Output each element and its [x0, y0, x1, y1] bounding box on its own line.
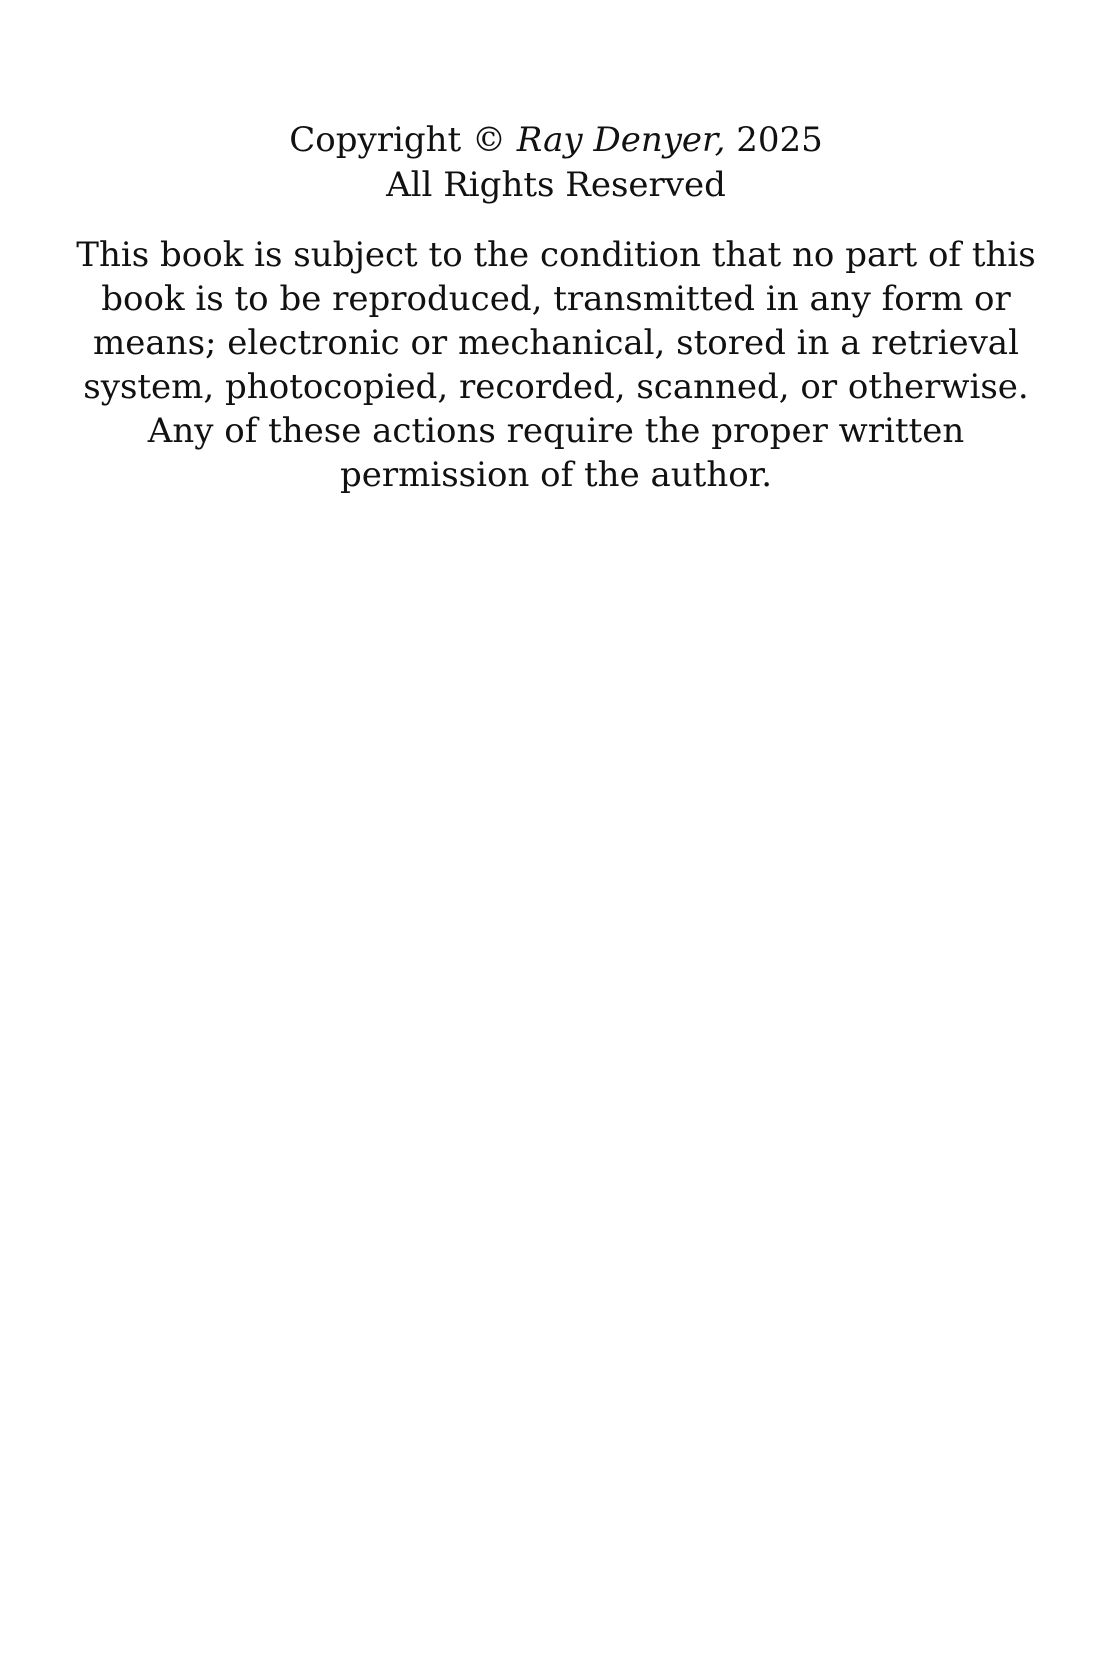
copyright-year: 2025 — [736, 120, 823, 160]
notice-line-3: means; electronic or mechanical, stored in a retrieval — [93, 323, 1019, 363]
notice-line-5: Any of these actions require the proper written — [147, 411, 965, 451]
rights-reserved: All Rights Reserved — [386, 165, 726, 205]
notice-line-1: This book is subject to the condition that no part of this — [76, 235, 1036, 275]
copyright-block — [90, 118, 1022, 208]
author-name: Ray Denyer, — [516, 120, 726, 160]
copyright-notice — [70, 233, 1042, 497]
notice-line-2: book is to be reproduced, transmitted in any form or — [101, 279, 1011, 319]
copyright-line — [90, 118, 1022, 163]
notice-line-6: permission of the author. — [339, 455, 773, 495]
notice-line-4: system, photocopied, recorded, scanned, or otherwise. — [83, 367, 1029, 407]
copyright-prefix: Copyright © — [289, 120, 506, 160]
